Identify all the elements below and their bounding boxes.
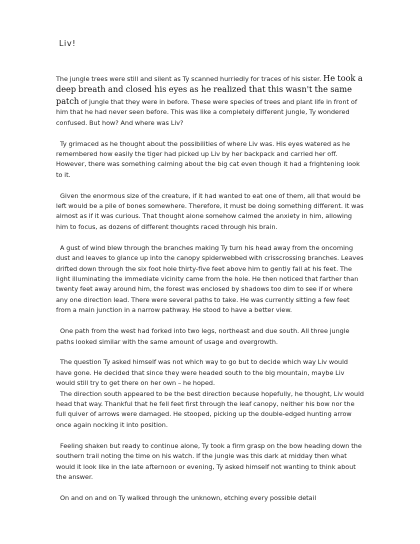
paragraph: [56, 493, 364, 503]
paragraph: [56, 441, 364, 483]
paragraph: [56, 357, 364, 388]
paragraph: [56, 139, 364, 181]
paragraph-text: A gust of wind blew through the branches making Ty turn his head away from the oncoming dust and leaves to glance up into the canopy spiderwebbed with crisscrossing branches. Leaves drifted down through the six foot hole thirty-five feet above him to gently fall at his feet. The light illuminating the immediate vicinity came from the hole. He then noticed that farther than twenty feet away around him, the forest was enclosed by shadows too dim to see if or where any one direction lead. There were several paths to take. He was currently sitting a few feet from a main junction in a narrow pathway. He stood to have a better view.: [56, 243, 364, 315]
paragraph-text: One path from the west had forked into two legs, northeast and due south. All three jungle paths looked similar with the same amount of usage and overgrowth.: [56, 327, 350, 346]
paragraph-text: Ty grimaced as he thought about the possibilities of where Liv was. His eyes watered as he remembered how easily the tiger had picked up Liv by her backpack and carried her off. However, there was something calming about the big cat even though it had a frightening look to it.: [56, 139, 360, 179]
paragraph: [56, 326, 364, 347]
paragraph-text: Feeling shaken but ready to continue alone, Ty took a firm grasp on the bow heading down the southern trail noting the time on his watch. If the jungle was this dark at midday then what would it look like in the late afternoon or evening, Ty asked himself not wanting to think about the answer.: [56, 441, 362, 481]
emphasized-sentence: He took a deep breath and closed his eyes as he realized that this wasn't the same patch: [56, 73, 363, 106]
paragraph-text: of jungle that they were in before. These were species of trees and plant life in front of him that he had never seen before. This was like a completely different jungle, Ty wondered confused. But how? And where was Liv?: [56, 97, 358, 127]
document-body: [56, 73, 364, 503]
paragraph-text: The question Ty asked himself was not which way to go but to decide which way Liv would have gone. He decided that since they were headed south to the big mountain, maybe Liv would still try to get there on her own – he hoped.: [56, 358, 348, 388]
paragraph-text: Given the enormous size of the creature, if it had wanted to eat one of them, all that would be left would be a pile of bones somewhere. Therefore, it must be doing something different. It was almost as if it was curious. That thought alone somehow calmed the anxiety in him, allowing him to focus, as dozens of different thoughts raced through his brain.: [56, 191, 364, 231]
paragraph: [56, 191, 364, 233]
paragraph-text: The jungle trees were still and silent as Ty scanned hurriedly for traces of his sister.: [56, 75, 322, 83]
paragraph: [56, 389, 364, 431]
chapter-heading: Liv!: [59, 39, 77, 48]
paragraph: [56, 73, 364, 128]
paragraph-text: The direction south appeared to be the best direction because hopefully, he thought, Liv would head that way. Thankful that he fell feet first through the leaf canopy, neither his bow nor the full quiver of arrows were damaged. He stooped, picking up the double-edged hunting arrow once again nocking it into position.: [56, 389, 364, 429]
paragraph: [56, 243, 364, 316]
paragraph-text: On and on and on Ty walked through the unknown, etching every possible detail: [60, 493, 317, 502]
